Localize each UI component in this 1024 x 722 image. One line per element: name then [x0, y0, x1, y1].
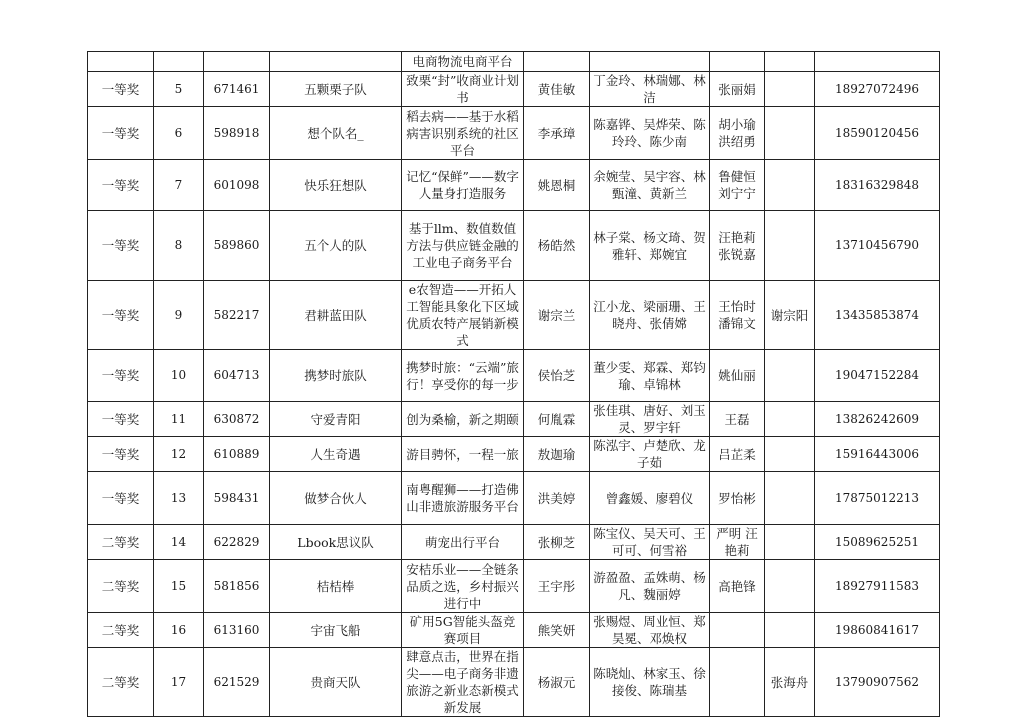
team-name-cell: 人生奇遇: [270, 437, 402, 472]
phone-cell: 15916443006: [815, 437, 940, 472]
phone-cell: 18927072496: [815, 72, 940, 107]
award-cell: 二等奖: [88, 560, 154, 613]
phone-cell: [815, 52, 940, 72]
extra-advisor-cell: [765, 350, 815, 402]
project-name-cell: 肆意点击，世界在指尖——电子商务非遗旅游之新业态新模式新发展: [402, 648, 524, 717]
row-number-cell: 14: [154, 525, 204, 560]
phone-cell: 18590120456: [815, 107, 940, 160]
team-name-cell: 想个队名_: [270, 107, 402, 160]
phone-cell: 18927911583: [815, 560, 940, 613]
team-id-cell: 671461: [204, 72, 270, 107]
table-row: [88, 72, 940, 107]
project-name-cell: e农智造——开拓人工智能具象化下区域优质农特产展销新模式: [402, 281, 524, 350]
team-id-cell: 581856: [204, 560, 270, 613]
team-id-cell: 613160: [204, 613, 270, 648]
team-name-cell: 守爱青阳: [270, 402, 402, 437]
leader-cell: 杨淑元: [524, 648, 590, 717]
phone-cell: 13435853874: [815, 281, 940, 350]
extra-advisor-cell: [765, 402, 815, 437]
leader-cell: 洪美婷: [524, 472, 590, 525]
team-id-cell: 610889: [204, 437, 270, 472]
members-cell: 陈泓宇、卢楚欣、龙子茹: [590, 437, 710, 472]
team-name-cell: 君耕蓝田队: [270, 281, 402, 350]
table-row: [88, 648, 940, 717]
leader-cell: 敖迦瑜: [524, 437, 590, 472]
row-number-cell: 8: [154, 211, 204, 281]
phone-cell: 13790907562: [815, 648, 940, 717]
members-cell: 陈晓灿、林家玉、徐接俊、陈瑞基: [590, 648, 710, 717]
award-cell: 一等奖: [88, 72, 154, 107]
members-cell: 江小龙、梁丽珊、王晓舟、张倩嫦: [590, 281, 710, 350]
leader-cell: 李承璋: [524, 107, 590, 160]
row-number-cell: 11: [154, 402, 204, 437]
row-number-cell: [154, 52, 204, 72]
project-name-cell: 致栗“封”收商业计划书: [402, 72, 524, 107]
team-name-cell: 五个人的队: [270, 211, 402, 281]
extra-advisor-cell: [765, 160, 815, 211]
team-name-cell: Lbook思议队: [270, 525, 402, 560]
row-number-cell: 7: [154, 160, 204, 211]
phone-cell: 13710456790: [815, 211, 940, 281]
members-cell: 丁金玲、林瑞娜、林洁: [590, 72, 710, 107]
members-cell: 陈宝仪、吴天可、王可可、何雪裕: [590, 525, 710, 560]
members-cell: 张赐煜、周业恒、郑昊冕、邓焕权: [590, 613, 710, 648]
award-cell: [88, 52, 154, 72]
row-number-cell: 15: [154, 560, 204, 613]
leader-cell: 杨皓然: [524, 211, 590, 281]
award-cell: 二等奖: [88, 648, 154, 717]
table-row: [88, 402, 940, 437]
members-cell: 张佳琪、唐好、刘玉灵、罗宇轩: [590, 402, 710, 437]
award-cell: 一等奖: [88, 107, 154, 160]
advisor-cell: 胡小瑜 洪绍勇: [710, 107, 765, 160]
phone-cell: 13826242609: [815, 402, 940, 437]
table-row: [88, 560, 940, 613]
advisor-cell: [710, 648, 765, 717]
advisor-cell: 高艳锋: [710, 560, 765, 613]
extra-advisor-cell: [765, 472, 815, 525]
team-id-cell: 582217: [204, 281, 270, 350]
team-id-cell: 622829: [204, 525, 270, 560]
team-name-cell: 五颗栗子队: [270, 72, 402, 107]
advisor-cell: 鲁健恒 刘宁宁: [710, 160, 765, 211]
row-number-cell: 13: [154, 472, 204, 525]
extra-advisor-cell: [765, 613, 815, 648]
members-cell: 董少雯、郑霖、郑钧瑜、卓锦林: [590, 350, 710, 402]
team-name-cell: 贵商天队: [270, 648, 402, 717]
award-table: [87, 51, 940, 717]
award-cell: 一等奖: [88, 350, 154, 402]
team-id-cell: 630872: [204, 402, 270, 437]
award-cell: 一等奖: [88, 281, 154, 350]
extra-advisor-cell: 张海舟: [765, 648, 815, 717]
team-id-cell: 598918: [204, 107, 270, 160]
advisor-cell: 王怡时 潘锦文: [710, 281, 765, 350]
table-row: [88, 613, 940, 648]
award-cell: 一等奖: [88, 472, 154, 525]
advisor-cell: 姚仙丽: [710, 350, 765, 402]
team-name-cell: 快乐狂想队: [270, 160, 402, 211]
table-row: [88, 107, 940, 160]
project-name-cell: 稻去病——基于水稻病害识别系统的社区平台: [402, 107, 524, 160]
advisor-cell: 严明 汪艳莉: [710, 525, 765, 560]
advisor-cell: 罗怡彬: [710, 472, 765, 525]
table-row: [88, 350, 940, 402]
award-cell: 一等奖: [88, 160, 154, 211]
project-name-cell: 记忆“保鲜”——数字人量身打造服务: [402, 160, 524, 211]
extra-advisor-cell: [765, 437, 815, 472]
extra-advisor-cell: [765, 72, 815, 107]
phone-cell: 17875012213: [815, 472, 940, 525]
team-id-cell: [204, 52, 270, 72]
extra-advisor-cell: [765, 211, 815, 281]
team-name-cell: 做梦合伙人: [270, 472, 402, 525]
leader-cell: 何胤霖: [524, 402, 590, 437]
members-cell: 陈嘉铧、吴烨荣、陈玲玲、陈少南: [590, 107, 710, 160]
members-cell: 林子棠、杨文琦、贺雅轩、郑婉宜: [590, 211, 710, 281]
table-row: [88, 52, 940, 72]
team-id-cell: 621529: [204, 648, 270, 717]
table-row: [88, 472, 940, 525]
advisor-cell: [710, 52, 765, 72]
table-row: [88, 525, 940, 560]
team-name-cell: 携梦时旅队: [270, 350, 402, 402]
leader-cell: 侯怡芝: [524, 350, 590, 402]
team-id-cell: 601098: [204, 160, 270, 211]
phone-cell: 19047152284: [815, 350, 940, 402]
row-number-cell: 6: [154, 107, 204, 160]
extra-advisor-cell: [765, 52, 815, 72]
extra-advisor-cell: [765, 560, 815, 613]
extra-advisor-cell: 谢宗阳: [765, 281, 815, 350]
row-number-cell: 10: [154, 350, 204, 402]
leader-cell: 王宇彤: [524, 560, 590, 613]
project-name-cell: 南粤醒狮——打造佛山非遗旅游服务平台: [402, 472, 524, 525]
members-cell: 余婉莹、吴宇容、林甄潼、黄新兰: [590, 160, 710, 211]
members-cell: 曾鑫媛、廖碧仪: [590, 472, 710, 525]
team-id-cell: 604713: [204, 350, 270, 402]
members-cell: [590, 52, 710, 72]
phone-cell: 15089625251: [815, 525, 940, 560]
team-id-cell: 589860: [204, 211, 270, 281]
project-name-cell: 矿用5G智能头盔竞赛项目: [402, 613, 524, 648]
phone-cell: 18316329848: [815, 160, 940, 211]
leader-cell: 谢宗兰: [524, 281, 590, 350]
award-cell: 一等奖: [88, 211, 154, 281]
team-name-cell: 宇宙飞船: [270, 613, 402, 648]
row-number-cell: 12: [154, 437, 204, 472]
advisor-cell: 吕芷柔: [710, 437, 765, 472]
team-name-cell: [270, 52, 402, 72]
leader-cell: 张柳芝: [524, 525, 590, 560]
project-name-cell: 游目骋怀，一程一旅: [402, 437, 524, 472]
leader-cell: 姚恩桐: [524, 160, 590, 211]
award-cell: 二等奖: [88, 525, 154, 560]
award-cell: 一等奖: [88, 402, 154, 437]
project-name-cell: 创为桑榆，新之期颐: [402, 402, 524, 437]
project-name-cell: 萌宠出行平台: [402, 525, 524, 560]
advisor-cell: 张丽娟: [710, 72, 765, 107]
extra-advisor-cell: [765, 107, 815, 160]
project-name-cell: 电商物流电商平台: [402, 52, 524, 72]
project-name-cell: 基于llm、数值数值方法与供应链金融的工业电子商务平台: [402, 211, 524, 281]
project-name-cell: 携梦时旅：“云端”旅行！享受你的每一步: [402, 350, 524, 402]
row-number-cell: 16: [154, 613, 204, 648]
extra-advisor-cell: [765, 525, 815, 560]
phone-cell: 19860841617: [815, 613, 940, 648]
row-number-cell: 9: [154, 281, 204, 350]
row-number-cell: 5: [154, 72, 204, 107]
members-cell: 游盈盈、孟姝萌、杨凡、魏丽婷: [590, 560, 710, 613]
leader-cell: 黄佳敏: [524, 72, 590, 107]
leader-cell: 熊笑妍: [524, 613, 590, 648]
table-row: [88, 281, 940, 350]
team-id-cell: 598431: [204, 472, 270, 525]
leader-cell: [524, 52, 590, 72]
team-name-cell: 桔桔棒: [270, 560, 402, 613]
row-number-cell: 17: [154, 648, 204, 717]
advisor-cell: 王磊: [710, 402, 765, 437]
table-row: [88, 211, 940, 281]
table-row: [88, 437, 940, 472]
award-cell: 二等奖: [88, 613, 154, 648]
award-cell: 一等奖: [88, 437, 154, 472]
table-row: [88, 160, 940, 211]
project-name-cell: 安桔乐业——全链条品质之选，乡村振兴进行中: [402, 560, 524, 613]
advisor-cell: 汪艳莉 张锐嘉: [710, 211, 765, 281]
advisor-cell: [710, 613, 765, 648]
